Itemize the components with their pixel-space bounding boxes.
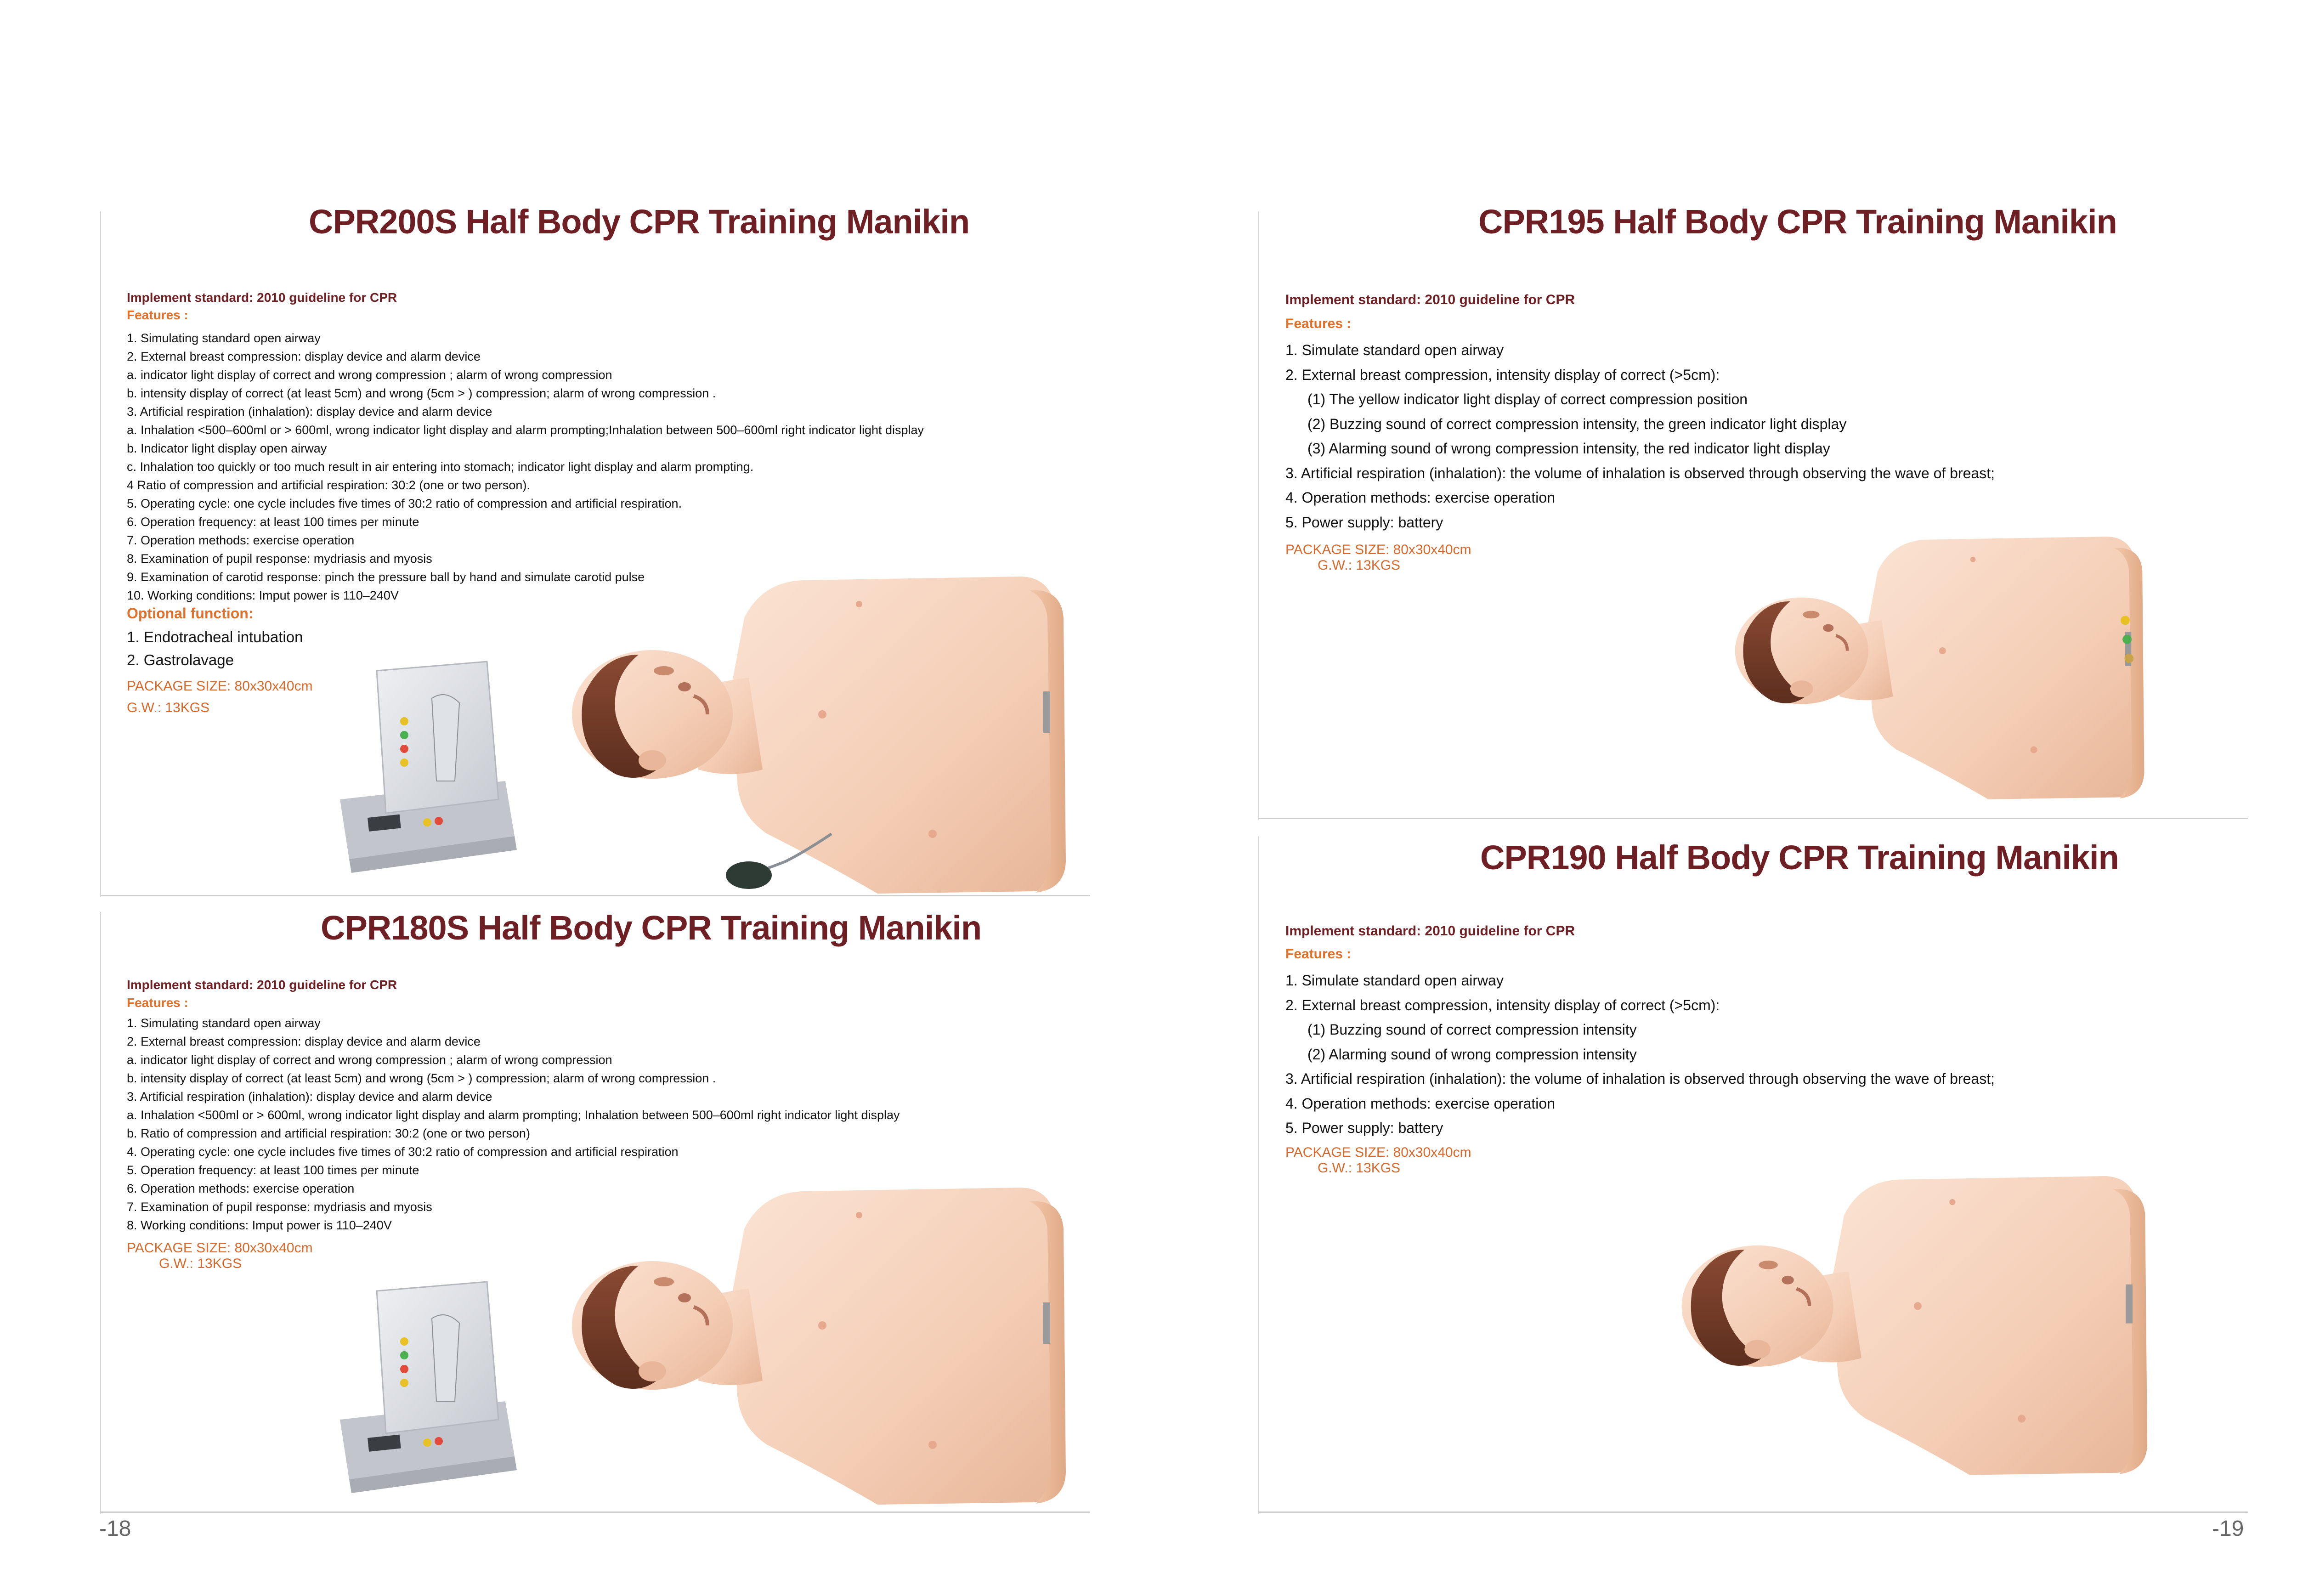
cpr190-feature-list [1285,968,1995,1141]
cpr190-features-item: 3. Artificial respiration (inhalation): the volume of inhalation is observed through observing the wave of breast; [1285,1070,1995,1087]
cpr200s-optional-list [127,626,303,672]
right-panel-border [1258,211,1259,820]
cpr190-features-item: (1) Buzzing sound of correct compression intensity [1307,1021,1637,1038]
cpr195-features-item: 5. Power supply: battery [1285,514,1443,531]
cpr180s-features-item: 8. Working conditions: Imput power is 110–240V [127,1218,392,1232]
cpr180s-features-item: 2. External breast compression: display device and alarm device [127,1035,481,1048]
cpr195-standard: Implement standard: 2010 guideline for CPR [1285,292,1575,307]
cpr200s-features-item: 4 Ratio of compression and artificial respiration: 30:2 (one or two person). [127,478,530,492]
cpr195-package-size: PACKAGE SIZE: 80x30x40cm [1285,542,1471,557]
cpr180s-features-item: a. Inhalation <500ml or > 600ml, wrong indicator light display and alarm prompting; Inhalation between 500–600ml right indicator light display [127,1108,900,1122]
cpr200s-feature-list [127,329,924,605]
cpr190-features-item: 2. External breast compression, intensity display of correct (>5cm): [1285,996,1720,1013]
cpr200s-features-item: 3. Artificial respiration (inhalation): display device and alarm device [127,405,492,419]
cpr195-features-item: (2) Buzzing sound of correct compression intensity, the green indicator light display [1307,415,1847,432]
cpr200s-features-item: 9. Examination of carotid response: pinch the pressure ball by hand and simulate carotid pulse [127,570,645,584]
cpr180s-features-item: a. indicator light display of correct and wrong compression ; alarm of wrong compression [127,1053,612,1067]
cpr200s-optional-item: 1. Endotracheal intubation [127,628,303,645]
cpr190-features-item: 1. Simulate standard open airway [1285,972,1504,989]
left-panel-bottom-line [100,1511,1090,1513]
cpr195-manikin-image [1695,537,2182,803]
cpr190-features-item: 4. Operation methods: exercise operation [1285,1095,1555,1112]
cpr195-title: CPR195 Half Body CPR Training Manikin [1478,203,2117,241]
cpr200s-package-size: PACKAGE SIZE: 80x30x40cm [127,679,313,694]
cpr190-package-size: PACKAGE SIZE: 80x30x40cm [1285,1145,1471,1160]
cpr200s-title: CPR200S Half Body CPR Training Manikin [309,203,970,241]
cpr200s-weight: G.W.: 13KGS [127,700,210,715]
left-panel-border [100,211,101,897]
cpr200s-features-item: 8. Examination of pupil response: mydriasis and myosis [127,552,432,566]
left-page-number: -18 [99,1517,131,1541]
cpr180s-features-label: Features : [127,996,188,1010]
cpr180s-features-item: b. Ratio of compression and artificial respiration: 30:2 (one or two person) [127,1126,530,1140]
cpr200s-features-item: 10. Working conditions: Imput power is 110–240V [127,589,399,602]
cpr195-weight: G.W.: 13KGS [1318,558,1401,573]
cpr190-features-item: 5. Power supply: battery [1285,1120,1443,1136]
cpr200s-features-item: a. Inhalation <500–600ml or > 600ml, wrong indicator light display and alarm prompting;Inhalation between 500–600ml right indicator light display [127,423,924,437]
cpr190-features-label: Features : [1285,946,1352,962]
left-panel-border-lower [100,912,101,1514]
cpr200s-features-item: 6. Operation frequency: at least 100 times per minute [127,515,419,529]
cpr200s-control-box-image [340,662,524,877]
cpr195-features-item: 2. External breast compression, intensity display of correct (>5cm): [1285,366,1720,383]
cpr195-features-item: (3) Alarming sound of wrong compression intensity, the red indicator light display [1307,440,1830,457]
cpr200s-features-item: 5. Operating cycle: one cycle includes five times of 30:2 ratio of compression and artificial respiration. [127,497,682,510]
cpr180s-package-row [127,1240,313,1272]
cpr200s-features-item: 2. External breast compression: display device and alarm device [127,350,481,363]
cpr180s-features-item: 6. Operation methods: exercise operation [127,1182,355,1195]
cpr190-title: CPR190 Half Body CPR Training Manikin [1480,838,2119,877]
cpr180s-features-item: 1. Simulating standard open airway [127,1016,321,1030]
cpr180s-title: CPR180S Half Body CPR Training Manikin [321,909,982,947]
cpr195-features-item: 4. Operation methods: exercise operation [1285,489,1555,506]
right-page-number: -19 [2212,1517,2244,1541]
cpr180s-package-size: PACKAGE SIZE: 80x30x40cm [127,1240,313,1256]
cpr195-features-label: Features : [1285,316,1352,331]
cpr200s-features-item: c. Inhalation too quickly or too much result in air entering into stomach; indicator light display and alarm prompting. [127,460,754,474]
cpr190-package-row [1285,1145,1471,1176]
cpr180s-manikin-image [547,1188,1089,1509]
right-panel-bottom-line [1258,1511,2248,1513]
right-panel-border-lower [1258,836,1259,1514]
cpr200s-optional-item: 2. Gastrolavage [127,651,234,668]
cpr180s-features-item: 4. Operating cycle: one cycle includes five times of 30:2 ratio of compression and artificial respiration [127,1145,679,1159]
cpr200s-features-label: Features : [127,308,188,322]
cpr180s-features-item: 7. Examination of pupil response: mydriasis and myosis [127,1200,432,1214]
cpr180s-features-item: 5. Operation frequency: at least 100 times per minute [127,1163,419,1177]
cpr200s-features-item: b. Indicator light display open airway [127,441,327,455]
cpr200s-features-item: b. intensity display of correct (at least 5cm) and wrong (5cm > ) compression; alarm of wrong compression . [127,386,716,400]
cpr195-feature-list [1285,338,1995,535]
cpr195-features-item: 1. Simulate standard open airway [1285,342,1504,358]
cpr180s-features-item: b. intensity display of correct (at least 5cm) and wrong (5cm > ) compression; alarm of wrong compression . [127,1071,716,1085]
cpr200s-manikin-image [547,577,1089,898]
cpr200s-features-item: 1. Simulating standard open airway [127,331,321,345]
cpr190-standard: Implement standard: 2010 guideline for CPR [1285,923,1575,939]
cpr200s-optional-label: Optional function: [127,605,254,622]
cpr195-package-row [1285,542,1471,573]
cpr195-features-item: 3. Artificial respiration (inhalation): the volume of inhalation is observed through observing the wave of breast; [1285,464,1995,481]
cpr200s-features-item: a. indicator light display of correct and wrong compression ; alarm of wrong compression [127,368,612,382]
cpr180s-control-box-image [340,1282,524,1498]
right-panel-divider [1258,818,2248,819]
cpr190-weight: G.W.: 13KGS [1318,1160,1401,1176]
cpr190-manikin-image [1633,1176,2194,1479]
cpr180s-weight: G.W.: 13KGS [159,1256,242,1271]
cpr190-features-item: (2) Alarming sound of wrong compression intensity [1307,1046,1637,1063]
cpr200s-features-item: 7. Operation methods: exercise operation [127,533,355,547]
cpr180s-standard: Implement standard: 2010 guideline for CPR [127,978,397,992]
cpr200s-standard: Implement standard: 2010 guideline for CPR [127,290,397,305]
cpr195-features-item: (1) The yellow indicator light display of correct compression position [1307,391,1748,407]
cpr180s-features-item: 3. Artificial respiration (inhalation): display device and alarm device [127,1090,492,1104]
